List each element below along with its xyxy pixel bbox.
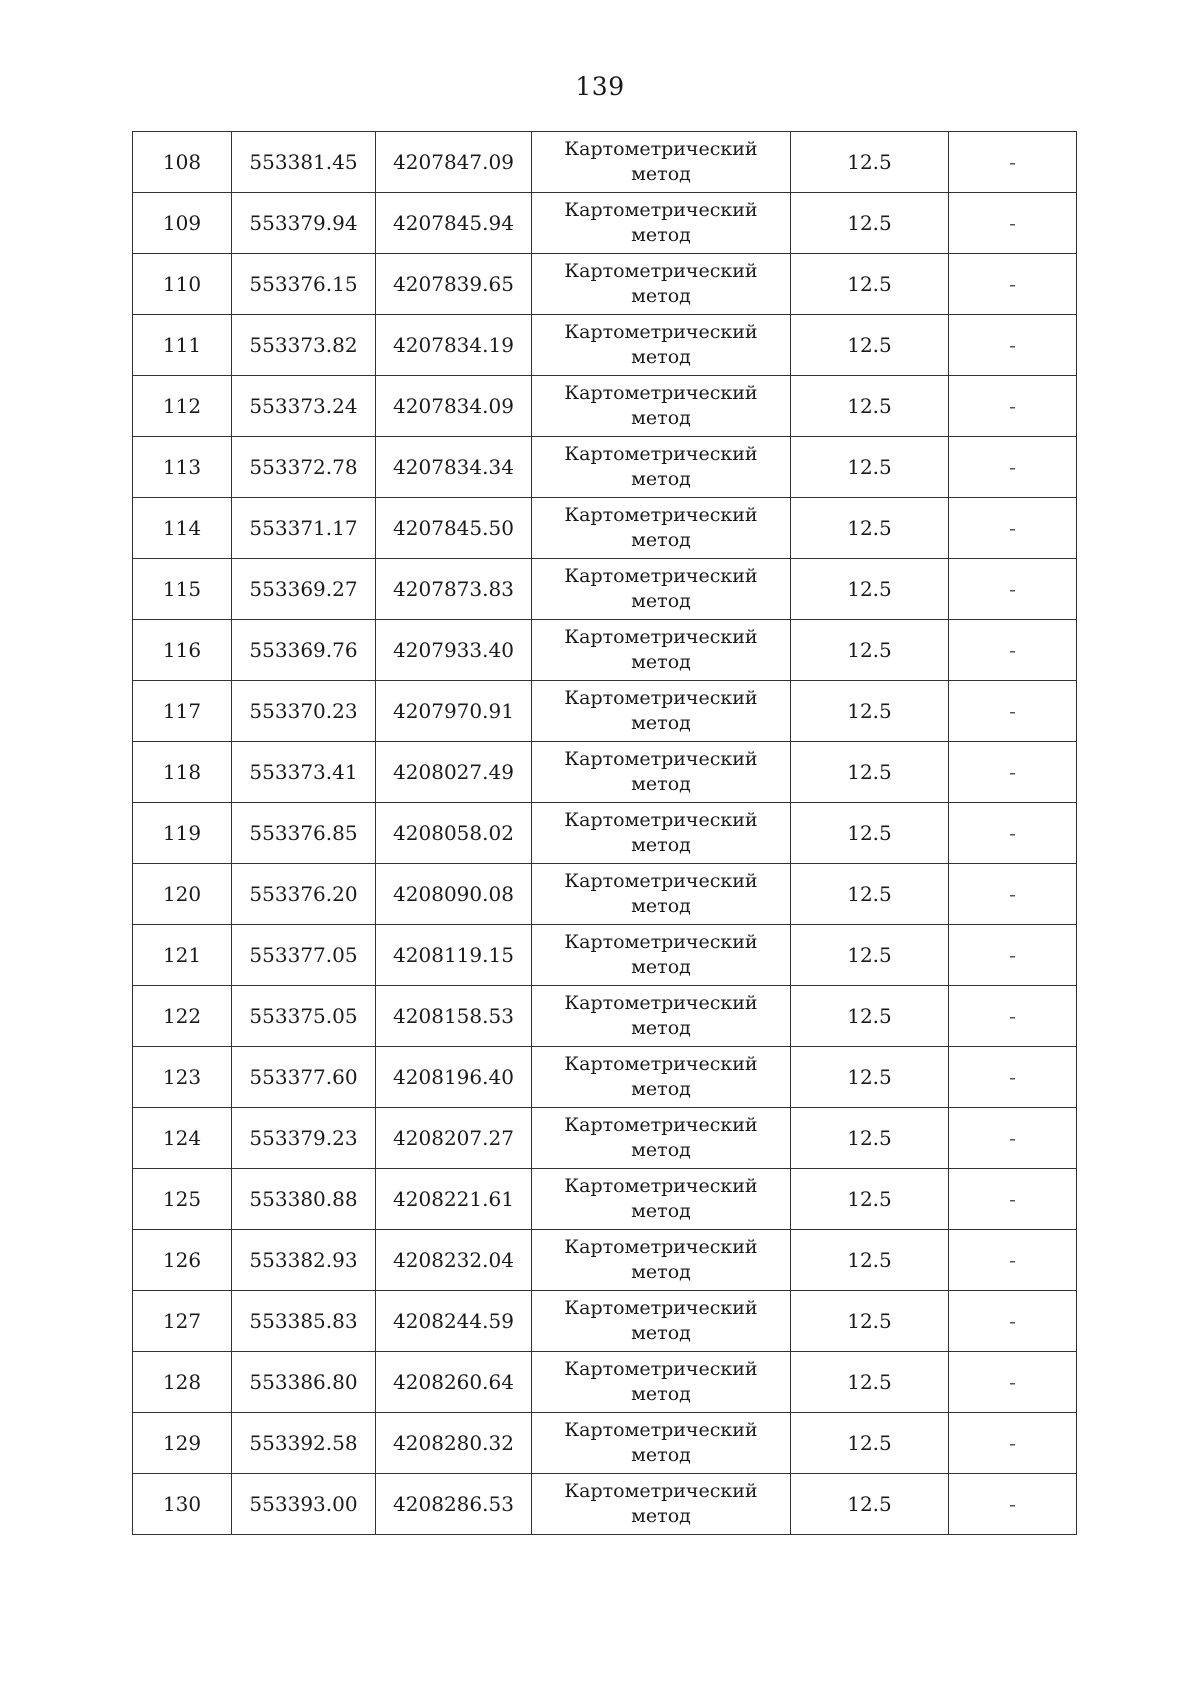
point-number-cell: 119 [133, 803, 232, 864]
table-row [133, 681, 1077, 742]
note-cell: - [949, 498, 1077, 559]
precision-cell: 12.5 [791, 925, 949, 986]
point-number-cell: 118 [133, 742, 232, 803]
precision-cell: 12.5 [791, 681, 949, 742]
y-coordinate-cell: 4208232.04 [376, 1230, 532, 1291]
method-cell: Картометрический метод [532, 986, 791, 1047]
precision-cell: 12.5 [791, 803, 949, 864]
note-cell: - [949, 1047, 1077, 1108]
y-coordinate-cell: 4208090.08 [376, 864, 532, 925]
note-cell: - [949, 681, 1077, 742]
table-row [133, 803, 1077, 864]
table-body [133, 132, 1077, 1535]
note-cell: - [949, 193, 1077, 254]
note-cell: - [949, 1474, 1077, 1535]
x-coordinate-cell: 553379.23 [232, 1108, 376, 1169]
method-cell: Картометрический метод [532, 376, 791, 437]
method-cell: Картометрический метод [532, 1291, 791, 1352]
x-coordinate-cell: 553373.24 [232, 376, 376, 437]
method-cell: Картометрический метод [532, 803, 791, 864]
x-coordinate-cell: 553379.94 [232, 193, 376, 254]
note-cell: - [949, 864, 1077, 925]
point-number-cell: 128 [133, 1352, 232, 1413]
precision-cell: 12.5 [791, 559, 949, 620]
method-cell: Картометрический метод [532, 925, 791, 986]
precision-cell: 12.5 [791, 315, 949, 376]
method-cell: Картометрический метод [532, 1230, 791, 1291]
table-row [133, 1413, 1077, 1474]
point-number-cell: 117 [133, 681, 232, 742]
point-number-cell: 124 [133, 1108, 232, 1169]
y-coordinate-cell: 4208027.49 [376, 742, 532, 803]
point-number-cell: 130 [133, 1474, 232, 1535]
x-coordinate-cell: 553377.05 [232, 925, 376, 986]
note-cell: - [949, 559, 1077, 620]
y-coordinate-cell: 4208260.64 [376, 1352, 532, 1413]
x-coordinate-cell: 553382.93 [232, 1230, 376, 1291]
precision-cell: 12.5 [791, 1108, 949, 1169]
table-row [133, 376, 1077, 437]
note-cell: - [949, 620, 1077, 681]
method-cell: Картометрический метод [532, 254, 791, 315]
method-cell: Картометрический метод [532, 1108, 791, 1169]
precision-cell: 12.5 [791, 498, 949, 559]
x-coordinate-cell: 553385.83 [232, 1291, 376, 1352]
y-coordinate-cell: 4207970.91 [376, 681, 532, 742]
method-cell: Картометрический метод [532, 437, 791, 498]
precision-cell: 12.5 [791, 132, 949, 193]
table-row [133, 1352, 1077, 1413]
point-number-cell: 108 [133, 132, 232, 193]
method-cell: Картометрический метод [532, 132, 791, 193]
y-coordinate-cell: 4208207.27 [376, 1108, 532, 1169]
y-coordinate-cell: 4208058.02 [376, 803, 532, 864]
point-number-cell: 120 [133, 864, 232, 925]
note-cell: - [949, 315, 1077, 376]
precision-cell: 12.5 [791, 1474, 949, 1535]
y-coordinate-cell: 4208286.53 [376, 1474, 532, 1535]
method-cell: Картометрический метод [532, 1169, 791, 1230]
x-coordinate-cell: 553381.45 [232, 132, 376, 193]
point-number-cell: 109 [133, 193, 232, 254]
y-coordinate-cell: 4207845.94 [376, 193, 532, 254]
precision-cell: 12.5 [791, 986, 949, 1047]
method-cell: Картометрический метод [532, 1047, 791, 1108]
point-number-cell: 123 [133, 1047, 232, 1108]
table-row [133, 315, 1077, 376]
point-number-cell: 121 [133, 925, 232, 986]
x-coordinate-cell: 553371.17 [232, 498, 376, 559]
method-cell: Картометрический метод [532, 864, 791, 925]
note-cell: - [949, 803, 1077, 864]
y-coordinate-cell: 4208119.15 [376, 925, 532, 986]
x-coordinate-cell: 553376.20 [232, 864, 376, 925]
point-number-cell: 112 [133, 376, 232, 437]
y-coordinate-cell: 4208196.40 [376, 1047, 532, 1108]
note-cell: - [949, 376, 1077, 437]
note-cell: - [949, 1291, 1077, 1352]
precision-cell: 12.5 [791, 1169, 949, 1230]
page-number: 139 [575, 72, 625, 101]
precision-cell: 12.5 [791, 1291, 949, 1352]
x-coordinate-cell: 553375.05 [232, 986, 376, 1047]
method-cell: Картометрический метод [532, 620, 791, 681]
method-cell: Картометрический метод [532, 742, 791, 803]
table-row [133, 1047, 1077, 1108]
table-row [133, 1474, 1077, 1535]
table-row [133, 1169, 1077, 1230]
x-coordinate-cell: 553369.76 [232, 620, 376, 681]
x-coordinate-cell: 553376.85 [232, 803, 376, 864]
precision-cell: 12.5 [791, 742, 949, 803]
point-number-cell: 126 [133, 1230, 232, 1291]
point-number-cell: 116 [133, 620, 232, 681]
table-row [133, 437, 1077, 498]
point-number-cell: 125 [133, 1169, 232, 1230]
method-cell: Картометрический метод [532, 193, 791, 254]
note-cell: - [949, 1352, 1077, 1413]
point-number-cell: 111 [133, 315, 232, 376]
table-row [133, 559, 1077, 620]
method-cell: Картометрический метод [532, 1352, 791, 1413]
note-cell: - [949, 925, 1077, 986]
x-coordinate-cell: 553392.58 [232, 1413, 376, 1474]
precision-cell: 12.5 [791, 254, 949, 315]
y-coordinate-cell: 4208244.59 [376, 1291, 532, 1352]
table-row [133, 254, 1077, 315]
x-coordinate-cell: 553386.80 [232, 1352, 376, 1413]
y-coordinate-cell: 4208221.61 [376, 1169, 532, 1230]
y-coordinate-cell: 4207873.83 [376, 559, 532, 620]
point-number-cell: 122 [133, 986, 232, 1047]
note-cell: - [949, 437, 1077, 498]
precision-cell: 12.5 [791, 1413, 949, 1474]
point-number-cell: 127 [133, 1291, 232, 1352]
table-row [133, 986, 1077, 1047]
table-row [133, 498, 1077, 559]
method-cell: Картометрический метод [532, 1413, 791, 1474]
x-coordinate-cell: 553393.00 [232, 1474, 376, 1535]
method-cell: Картометрический метод [532, 681, 791, 742]
method-cell: Картометрический метод [532, 1474, 791, 1535]
note-cell: - [949, 1108, 1077, 1169]
y-coordinate-cell: 4208280.32 [376, 1413, 532, 1474]
x-coordinate-cell: 553380.88 [232, 1169, 376, 1230]
note-cell: - [949, 132, 1077, 193]
table-row [133, 1230, 1077, 1291]
y-coordinate-cell: 4207933.40 [376, 620, 532, 681]
coordinates-table [132, 131, 1077, 1535]
point-number-cell: 110 [133, 254, 232, 315]
table-row [133, 742, 1077, 803]
point-number-cell: 113 [133, 437, 232, 498]
precision-cell: 12.5 [791, 437, 949, 498]
y-coordinate-cell: 4207839.65 [376, 254, 532, 315]
y-coordinate-cell: 4207845.50 [376, 498, 532, 559]
table-row [133, 1291, 1077, 1352]
note-cell: - [949, 254, 1077, 315]
table-row [133, 864, 1077, 925]
point-number-cell: 115 [133, 559, 232, 620]
y-coordinate-cell: 4207834.19 [376, 315, 532, 376]
note-cell: - [949, 1230, 1077, 1291]
x-coordinate-cell: 553376.15 [232, 254, 376, 315]
precision-cell: 12.5 [791, 1352, 949, 1413]
note-cell: - [949, 986, 1077, 1047]
point-number-cell: 114 [133, 498, 232, 559]
x-coordinate-cell: 553377.60 [232, 1047, 376, 1108]
note-cell: - [949, 1169, 1077, 1230]
precision-cell: 12.5 [791, 376, 949, 437]
point-number-cell: 129 [133, 1413, 232, 1474]
method-cell: Картометрический метод [532, 559, 791, 620]
x-coordinate-cell: 553369.27 [232, 559, 376, 620]
table-row [133, 193, 1077, 254]
x-coordinate-cell: 553370.23 [232, 681, 376, 742]
note-cell: - [949, 742, 1077, 803]
method-cell: Картометрический метод [532, 498, 791, 559]
precision-cell: 12.5 [791, 620, 949, 681]
precision-cell: 12.5 [791, 1047, 949, 1108]
x-coordinate-cell: 553373.82 [232, 315, 376, 376]
y-coordinate-cell: 4207834.34 [376, 437, 532, 498]
table-row [133, 925, 1077, 986]
precision-cell: 12.5 [791, 1230, 949, 1291]
method-cell: Картометрический метод [532, 315, 791, 376]
note-cell: - [949, 1413, 1077, 1474]
y-coordinate-cell: 4207834.09 [376, 376, 532, 437]
precision-cell: 12.5 [791, 864, 949, 925]
x-coordinate-cell: 553372.78 [232, 437, 376, 498]
x-coordinate-cell: 553373.41 [232, 742, 376, 803]
y-coordinate-cell: 4208158.53 [376, 986, 532, 1047]
y-coordinate-cell: 4207847.09 [376, 132, 532, 193]
precision-cell: 12.5 [791, 193, 949, 254]
table-row [133, 1108, 1077, 1169]
table-row [133, 132, 1077, 193]
table-row [133, 620, 1077, 681]
